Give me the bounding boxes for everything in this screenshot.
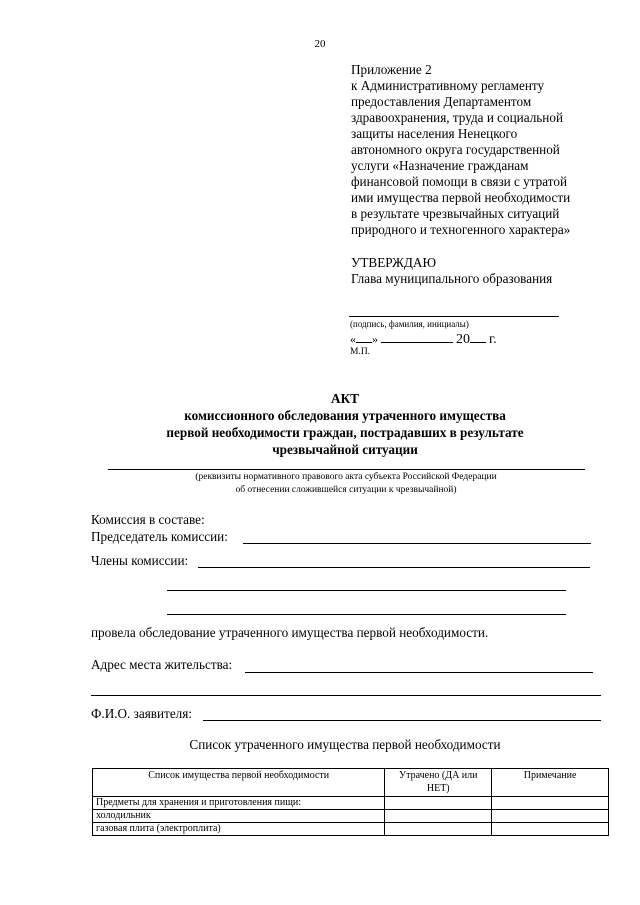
items-table bbox=[92, 768, 609, 836]
appendix-line: в результате чрезвычайных ситуаций bbox=[351, 206, 560, 221]
note-cell[interactable] bbox=[492, 810, 609, 823]
inspection-statement: провела обследование утраченного имущества первой необходимости. bbox=[91, 625, 489, 640]
approval-date-line bbox=[350, 332, 497, 348]
act-subtitle-line: первой необходимости граждан, пострадавших в результате bbox=[166, 425, 524, 440]
appendix-line: финансовой помощи в связи с утратой bbox=[351, 174, 568, 189]
date-open-quote: « bbox=[350, 332, 356, 346]
month-blank[interactable] bbox=[381, 332, 453, 343]
requisites-caption-line: (реквизиты нормативного правового акта субъекта Российской Федерации bbox=[195, 472, 497, 482]
address-label: Адрес места жительства: bbox=[91, 657, 233, 672]
members-line[interactable] bbox=[198, 567, 590, 568]
item-cell: газовая плита (электроплита) bbox=[93, 823, 385, 836]
appendix-line: Приложение 2 bbox=[351, 62, 432, 77]
chairman-line[interactable] bbox=[243, 543, 591, 544]
year-prefix: 20 bbox=[456, 332, 470, 347]
appendix-block bbox=[351, 62, 621, 238]
appendix-line: защиты населения Ненецкого bbox=[351, 126, 518, 141]
year-suffix: г. bbox=[489, 332, 497, 347]
year-blank[interactable] bbox=[470, 332, 486, 343]
seal-mark: М.П. bbox=[350, 347, 371, 357]
appendix-line: ими имущества первой необходимости bbox=[351, 190, 571, 205]
applicant-line[interactable] bbox=[203, 720, 601, 721]
appendix-line: услуги «Назначение гражданам bbox=[351, 158, 529, 173]
address-line[interactable] bbox=[91, 695, 601, 696]
members-line[interactable] bbox=[167, 590, 566, 591]
appendix-line: к Административному регламенту bbox=[351, 78, 545, 93]
table-row bbox=[93, 810, 609, 823]
chairman-label: Председатель комиссии: bbox=[91, 529, 228, 544]
approve-word: УТВЕРЖДАЮ bbox=[351, 255, 437, 270]
requisites-caption bbox=[100, 471, 592, 497]
applicant-label: Ф.И.О. заявителя: bbox=[91, 706, 192, 721]
appendix-line: автономного округа государственной bbox=[351, 142, 560, 157]
lost-cell[interactable] bbox=[385, 797, 492, 810]
act-title: АКТ bbox=[331, 391, 359, 406]
requisites-caption-line: об отнесении сложившейся ситуации к чрезвычайной) bbox=[235, 485, 457, 495]
address-line[interactable] bbox=[245, 672, 593, 673]
column-header-note: Примечание bbox=[492, 769, 609, 797]
table-row bbox=[93, 797, 609, 810]
note-cell[interactable] bbox=[492, 797, 609, 810]
signature-line bbox=[349, 316, 559, 317]
appendix-line: здравоохранения, труда и социальной bbox=[351, 110, 564, 125]
members-label: Члены комиссии: bbox=[91, 553, 189, 568]
item-cell: Предметы для хранения и приготовления пищи: bbox=[93, 797, 385, 810]
appendix-line: предоставления Департаментом bbox=[351, 94, 532, 109]
lost-cell[interactable] bbox=[385, 810, 492, 823]
list-title: Список утраченного имущества первой необходимости bbox=[189, 737, 501, 752]
requisites-line[interactable] bbox=[108, 469, 585, 470]
approve-position: Глава муниципального образования bbox=[351, 271, 553, 286]
act-subtitle-line: комиссионного обследования утраченного имущества bbox=[184, 408, 506, 423]
table-header-row bbox=[93, 769, 609, 797]
page-number: 20 bbox=[314, 38, 326, 50]
column-header-items: Список имущества первой необходимости bbox=[93, 769, 385, 797]
act-subtitle-line: чрезвычайной ситуации bbox=[272, 442, 418, 457]
commission-label: Комиссия в составе: bbox=[91, 512, 205, 527]
item-cell: холодильник bbox=[93, 810, 385, 823]
members-line[interactable] bbox=[167, 614, 566, 615]
appendix-line: природного и техногенного характера» bbox=[351, 222, 571, 237]
note-cell[interactable] bbox=[492, 823, 609, 836]
lost-cell[interactable] bbox=[385, 823, 492, 836]
table-row bbox=[93, 823, 609, 836]
approval-block bbox=[351, 255, 552, 287]
signature-caption: (подпись, фамилия, инициалы) bbox=[350, 319, 469, 329]
day-blank[interactable] bbox=[356, 332, 372, 343]
column-header-lost: Утрачено (ДА или НЕТ) bbox=[385, 769, 492, 797]
date-close-quote: » bbox=[372, 332, 378, 346]
